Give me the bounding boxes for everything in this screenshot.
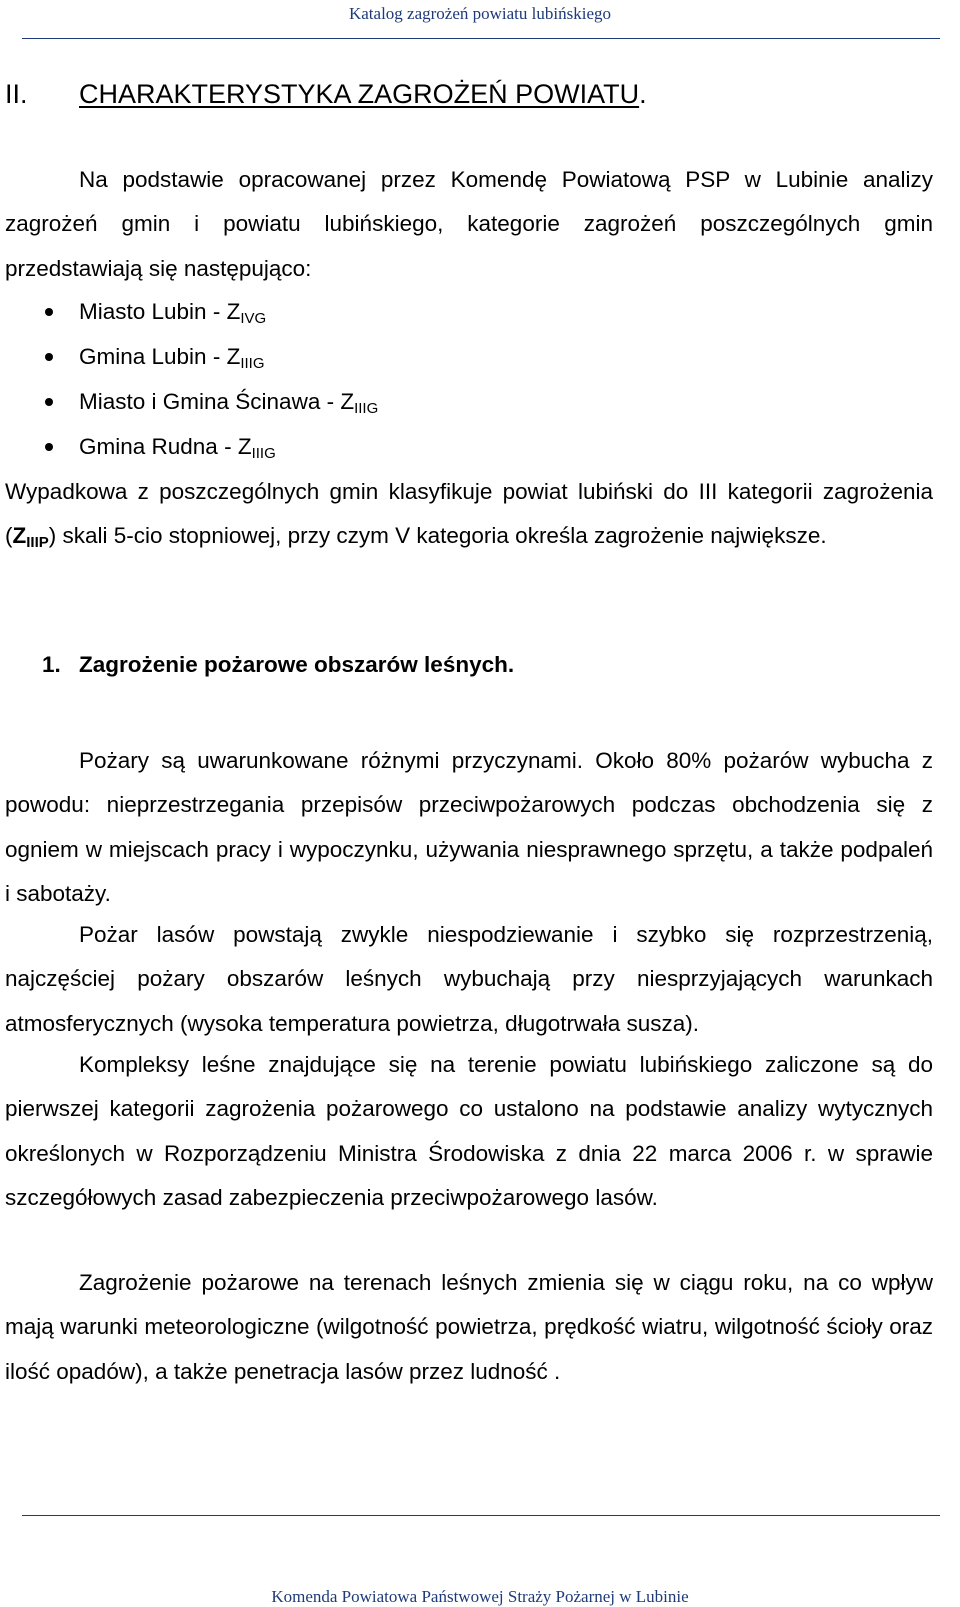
bullet-icon [45,308,53,316]
body-paragraph: Kompleksy leśne znajdujące się na terenie powiatu lubińskiego zaliczone są do pierwszej kategorii zagrożenia pożarowego co ustalono na podstawie analizy wytycznych określonych w Rozporządzeniu Ministra Środowiska z dnia 22 marca 2006 r. w sprawie szczegółowych zasad zabezpieczenia przeciwpożarowego lasów. [5,1052,933,1211]
list-item-label: Miasto i Gmina Ścinawa - Z [79,389,355,414]
section-number: II. [5,79,28,109]
body-paragraph: Pożary są uwarunkowane różnymi przyczynami. Około 80% pożarów wybucha z powodu: nieprzestrzegania przepisów przeciwpożarowych podczas obchodzenia się z ogniem w miejscach pracy i wypoczynku, używania niesprawnego sprzętu, a także podpaleń i sabotaży. [5,748,933,907]
body-paragraph: Pożar lasów powstają zwykle niespodziewanie i szybko się rozprzestrzenią, najczęściej pożary obszarów leśnych wybuchają przy niesprzyjających warunkach atmosferycznych (wysoka temperatura powietrza, długotrwała susza). [5,922,933,1036]
list-item-sub: IIIG [251,445,276,462]
bullet-icon [45,398,53,406]
list-item-sub: IIIG [240,355,265,372]
body-paragraph: Zagrożenie pożarowe na terenach leśnych zmienia się w ciągu roku, na co wpływ mają warunki meteorologiczne (wilgotność powietrza, prędkość wiatru, wilgotność ścioły oraz ilość opadów), a także penetracja lasów przez ludność . [5,1270,933,1384]
list-item-sub: IIIG [354,400,379,417]
subsection-number: 1. [42,652,61,677]
page-footer: Komenda Powiatowa Państwowej Straży Pożarnej w Lubinie [271,1587,689,1606]
bullet-icon [45,443,53,451]
summary-paragraph: Wypadkowa z poszczególnych gmin klasyfikuje powiat lubiński do III kategorii zagrożenia $(Z_{IIIP})$ skali 5-cio stopniowej, przy czym V kategoria określa zagrożenie największe. [5,479,933,552]
list-item-label: Miasto Lubin - Z [79,299,241,324]
section-title: CHARAKTERYSTYKA ZAGROŻEŃ POWIATU [79,79,640,109]
footer-rule [22,1515,940,1516]
subsection-title: Zagrożenie pożarowe obszarów leśnych. [79,652,515,677]
intro-text: Na podstawie opracowanej przez Komendę Powiatową PSP w Lubinie analizy zagrożeń gmin i powiatu lubińskiego, kategorie zagrożeń poszczególnych gmin przedstawiają się następująco: [5,167,933,281]
subsection-heading [42,650,514,680]
list-item-sub: IVG [240,310,267,327]
list-item-label: Gmina Rudna - Z [79,434,252,459]
header-rule [22,38,940,39]
section-title-end: . [639,79,647,109]
list-item-label: Gmina Lubin - Z [79,344,241,369]
bullet-icon [45,353,53,361]
intro-paragraph [5,158,933,291]
category-symbol: $Z_{IIIP}$ [12,523,49,552]
page-header: Katalog zagrożeń powiatu lubińskiego [348,4,611,23]
section-heading [5,78,647,110]
